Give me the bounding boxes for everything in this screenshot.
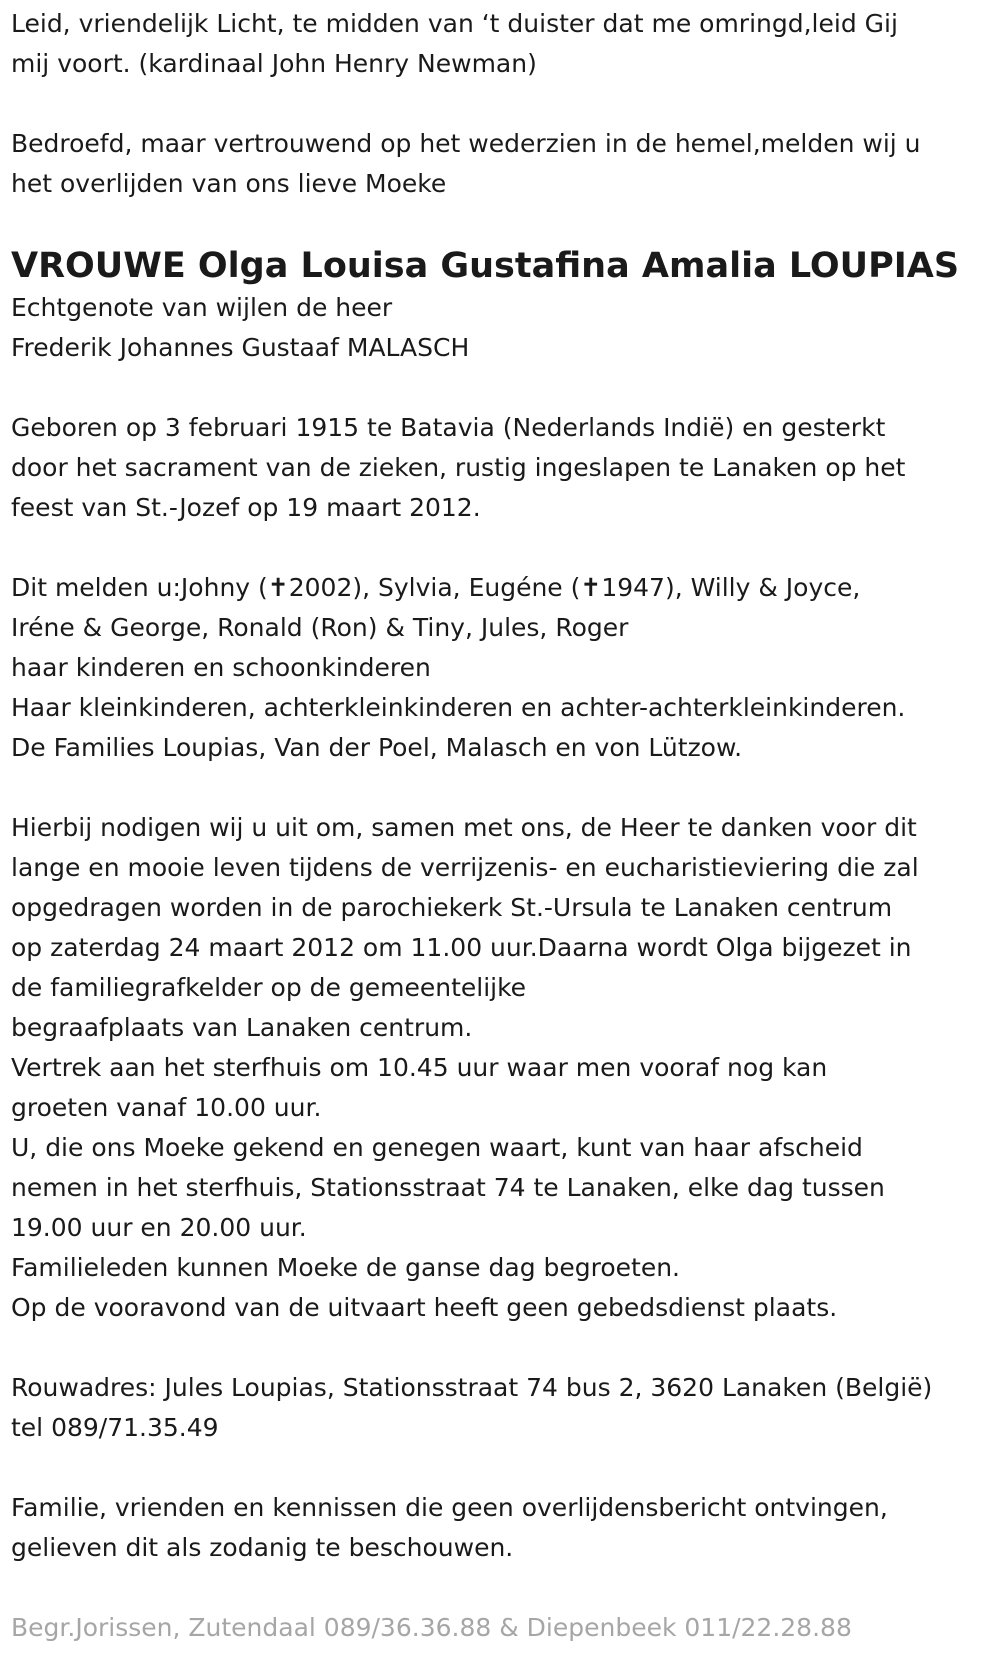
- announcement-line: het overlijden van ons lieve Moeke: [11, 169, 447, 198]
- service-line: de familiegrafkelder op de gemeentelijke: [11, 973, 527, 1002]
- footer-text: Begr.Jorissen, Zutendaal 089/36.36.88 & Diepenbeek 011/22.28.88: [11, 1613, 852, 1642]
- deceased-name: VROUWE Olga Louisa Gustafina Amalia LOUPIAS: [11, 246, 960, 286]
- service-line: Vertrek aan het sterfhuis om 10.45 uur waar men vooraf nog kan: [11, 1053, 828, 1082]
- notice-paragraph: [11, 1488, 989, 1568]
- quote-line: mij voort. (kardinaal John Henry Newman): [11, 49, 537, 78]
- birth-death-line: feest van St.-Jozef op 19 maart 2012.: [11, 493, 481, 522]
- notice-line: Familie, vrienden en kennissen die geen overlijdensbericht ontvingen,: [11, 1493, 888, 1522]
- service-line: U, die ons Moeke gekend en genegen waart, kunt van haar afscheid: [11, 1133, 863, 1162]
- service-line: lange en mooie leven tijdens de verrijzenis- en eucharistieviering die zal: [11, 853, 919, 882]
- service-line: opgedragen worden in de parochiekerk St.-Ursula te Lanaken centrum: [11, 893, 893, 922]
- address-line: Rouwadres: Jules Loupias, Stationsstraat 74 bus 2, 3620 Lanaken (België): [11, 1373, 933, 1402]
- birth-death-paragraph: [11, 408, 989, 528]
- family-line: De Families Loupias, Van der Poel, Malasch en von Lützow.: [11, 733, 743, 762]
- service-line: nemen in het sterfhuis, Stationsstraat 74 te Lanaken, elke dag tussen: [11, 1173, 885, 1202]
- family-line: Dit melden u:Johny (✝2002), Sylvia, Eugéne (✝1947), Willy & Joyce,: [11, 573, 861, 602]
- birth-death-line: door het sacrament van de zieken, rustig ingeslapen te Lanaken op het: [11, 453, 906, 482]
- announcement-line: Bedroefd, maar vertrouwend op het wederzien in de hemel,melden wij u: [11, 129, 921, 158]
- service-line: groeten vanaf 10.00 uur.: [11, 1093, 322, 1122]
- family-line: Iréne & George, Ronald (Ron) & Tiny, Jules, Roger: [11, 613, 629, 642]
- family-line: Haar kleinkinderen, achterkleinkinderen en achter-achterkleinkinderen.: [11, 693, 906, 722]
- quote-line: Leid, vriendelijk Licht, te midden van ‘t duister dat me omringd,leid Gij: [11, 9, 898, 38]
- family-paragraph: [11, 568, 989, 768]
- notice-line: gelieven dit als zodanig te beschouwen.: [11, 1533, 514, 1562]
- phone-line: tel 089/71.35.49: [11, 1413, 219, 1442]
- service-line: Familieleden kunnen Moeke de ganse dag begroeten.: [11, 1253, 681, 1282]
- deceased-block: [11, 244, 989, 368]
- family-line: haar kinderen en schoonkinderen: [11, 653, 431, 682]
- service-line: Op de vooravond van de uitvaart heeft geen gebedsdienst plaats.: [11, 1293, 838, 1322]
- funeral-home-footer: [11, 1608, 989, 1648]
- service-line: begraafplaats van Lanaken centrum.: [11, 1013, 473, 1042]
- birth-death-line: Geboren op 3 februari 1915 te Batavia (Nederlands Indië) en gesterkt: [11, 413, 886, 442]
- spouse-line: Echtgenote van wijlen de heer: [11, 293, 393, 322]
- address-paragraph: [11, 1368, 989, 1448]
- quote-paragraph: [11, 4, 989, 84]
- spouse-line: Frederik Johannes Gustaaf MALASCH: [11, 333, 470, 362]
- service-line: Hierbij nodigen wij u uit om, samen met ons, de Heer te danken voor dit: [11, 813, 917, 842]
- announcement-paragraph: [11, 124, 989, 204]
- service-paragraph: [11, 808, 989, 1328]
- service-line: op zaterdag 24 maart 2012 om 11.00 uur.Daarna wordt Olga bijgezet in: [11, 933, 912, 962]
- service-line: 19.00 uur en 20.00 uur.: [11, 1213, 307, 1242]
